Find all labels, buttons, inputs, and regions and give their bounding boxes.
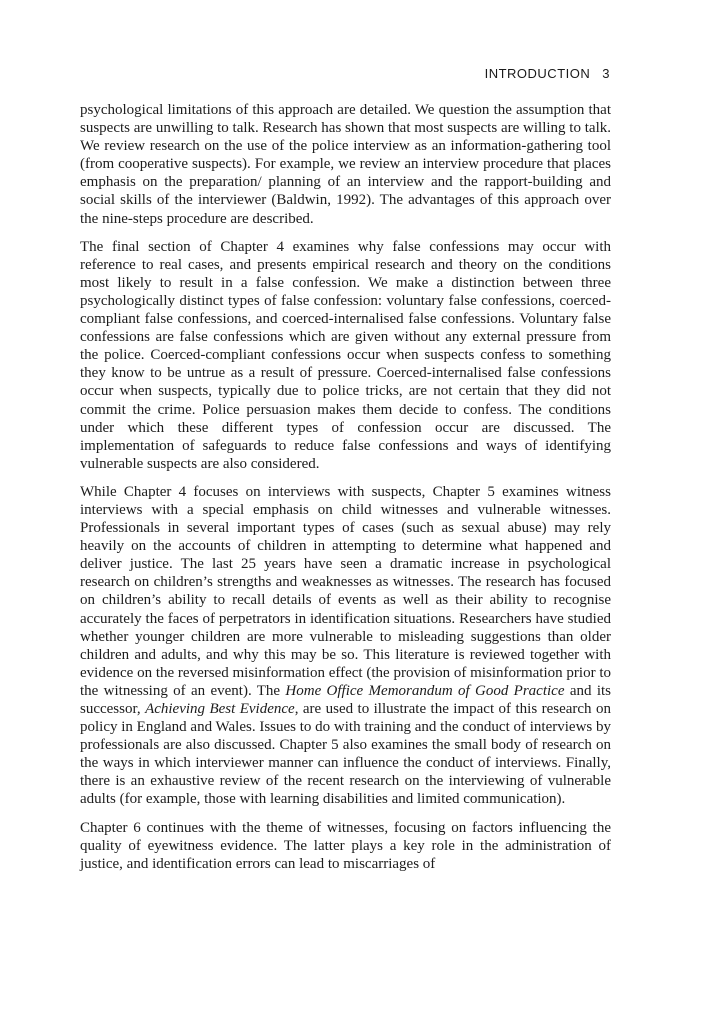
running-head [485,66,610,81]
paragraph: psychological limitations of this approach are detailed. We question the assumption that suspects are unwilling to talk. Research has shown that most suspects are willing to talk. We review research on the use of the police interview as an information-gathering tool (from cooperative suspects). For example, we review an interview procedure that places emphasis on the preparation/ planning of an interview and the rapport-building and social skills of the interviewer (Baldwin, 1992). The advantages of this approach over the nine-steps procedure are described. [80,102,611,227]
section-title: INTRODUCTION [484,66,591,81]
paragraph-text: , are used to illustrate the impact of this research on policy in England and Wales. Issues to do with training and the conduct of interviews by professionals are also discussed. Chapter 5 also examines the small body of research on the ways in which interviewer manner can influence the conduct of interviews. Finally, there is an exhaustive review of the recent research on the interviewing of vulnerable adults (for example, those with learning disabilities and limited communication). [80,701,611,808]
paragraph [80,483,611,809]
paragraph-text: and its successor, [80,682,611,717]
page-number: 3 [602,66,610,81]
paragraph: Chapter 6 continues with the theme of witnesses, focusing on factors influencing the quality of eyewitness evidence. The latter plays a key role in the administration of justice, and identification errors can lead to miscarriages of [80,819,611,872]
italic-title-achieving-best-evidence: Achieving Best Evidence [145,701,295,717]
italic-title-memorandum: Home Office Memorandum of Good Practice [285,682,565,699]
paragraph: The final section of Chapter 4 examines why false confessions may occur with reference to real cases, and presents empirical research and theory on the conditions most likely to result in a false confession. We make a distinction between three psychologically distinct types of false confession: voluntary false confessions, coerced-compliant false confessions, and coerced-internalised false confessions. Voluntary false confessions are false confessions which are given without any external pressure from the police. Coerced-compliant confessions occur when suspects confess to something they know to be untrue as a result of pressure. Coerced-internalised false confessions occur when suspects, typically due to police tricks, are not certain that they did not commit the crime. Police persuasion makes them decide to confess. The conditions under which these different types of confession occur are discussed. The implementation of safeguards to reduce false confessions and ways of identifying vulnerable suspects are also considered. [80,238,611,472]
body-text [80,101,611,883]
paragraph-text: While Chapter 4 focuses on interviews with suspects, Chapter 5 examines witness interviews with a special emphasis on child witnesses and vulnerable witnesses. Professionals in several important types of cases (such as sexual abuse) may rely heavily on the accounts of children in attempting to determine what happened and deliver justice. The last 25 years have seen a dramatic increase in psychological research on children’s strengths and weaknesses as witnesses. The research has focused on children’s ability to recall details of events as well as their ability to recognise accurately the faces of perpetrators in identification situations. Researchers have studied whether younger children are more vulnerable to misleading suggestions than older children and adults, and why this may be so. This literature is reviewed together with evidence on the reversed misinformation effect (the provision of misinformation prior to the witnessing of an event). The [80,483,611,699]
